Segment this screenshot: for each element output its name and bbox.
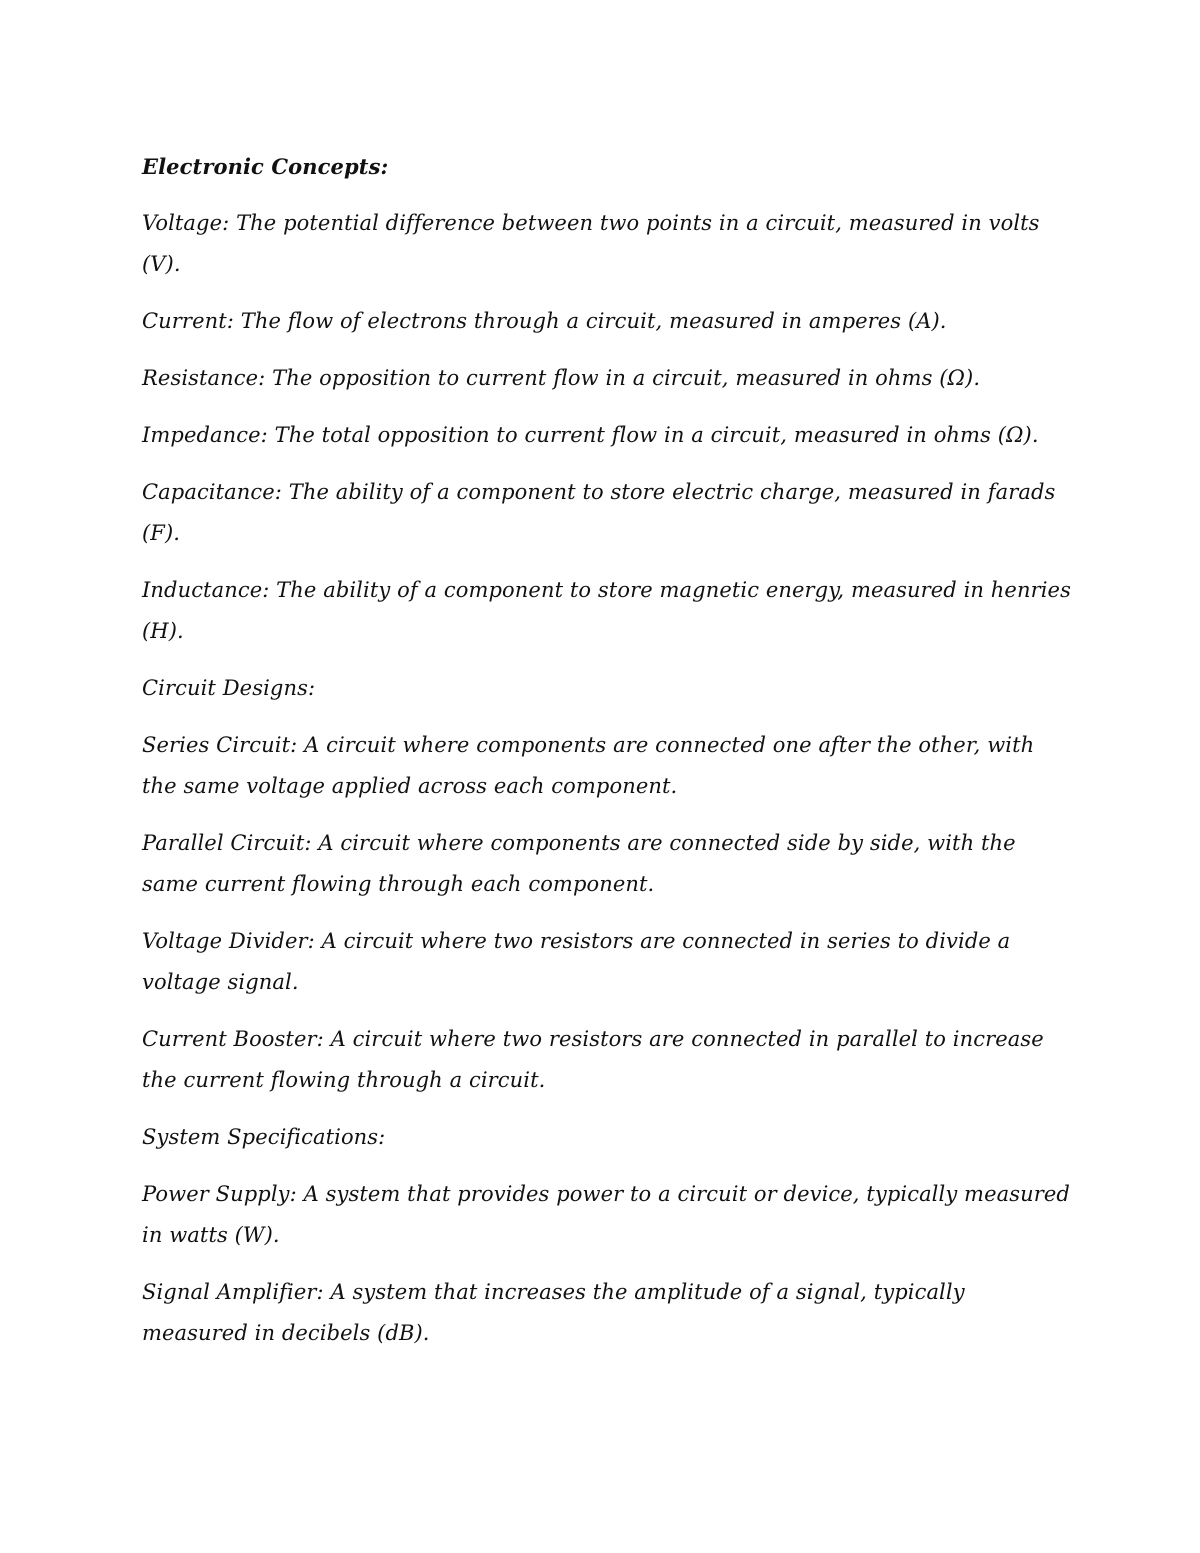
power-supply-definition: Power Supply: A system that provides power to a circuit or device, typically measured in watts (W). bbox=[142, 1182, 1070, 1247]
resistance-definition: Resistance: The opposition to current flow in a circuit, measured in ohms (Ω). bbox=[142, 366, 981, 390]
page-title: Electronic Concepts: bbox=[142, 154, 389, 179]
voltage-divider-definition: Voltage Divider: A circuit where two resistors are connected in series to divide a voltage signal. bbox=[142, 929, 1011, 994]
parallel-circuit-definition: Parallel Circuit: A circuit where components are connected side by side, with the same current flowing through each component. bbox=[142, 831, 1016, 896]
system-specifications-heading: System Specifications: bbox=[142, 1125, 386, 1149]
capacitance-definition: Capacitance: The ability of a component to store electric charge, measured in farads (F). bbox=[142, 480, 1056, 545]
impedance-definition: Impedance: The total opposition to current flow in a circuit, measured in ohms (Ω). bbox=[142, 423, 1039, 447]
signal-amplifier-definition: Signal Amplifier: A system that increases the amplitude of a signal, typically measured in decibels (dB). bbox=[142, 1280, 965, 1345]
inductance-definition: Inductance: The ability of a component to store magnetic energy, measured in henries (H). bbox=[142, 578, 1071, 643]
voltage-definition: Voltage: The potential difference between two points in a circuit, measured in volts (V). bbox=[142, 211, 1040, 276]
document-content bbox=[142, 146, 1072, 1370]
current-booster-definition: Current Booster: A circuit where two resistors are connected in parallel to increase the current flowing through a circuit. bbox=[142, 1027, 1044, 1092]
current-definition: Current: The flow of electrons through a circuit, measured in amperes (A). bbox=[142, 309, 947, 333]
series-circuit-definition: Series Circuit: A circuit where components are connected one after the other, with the same voltage applied across each component. bbox=[142, 733, 1035, 798]
circuit-designs-heading: Circuit Designs: bbox=[142, 676, 316, 700]
